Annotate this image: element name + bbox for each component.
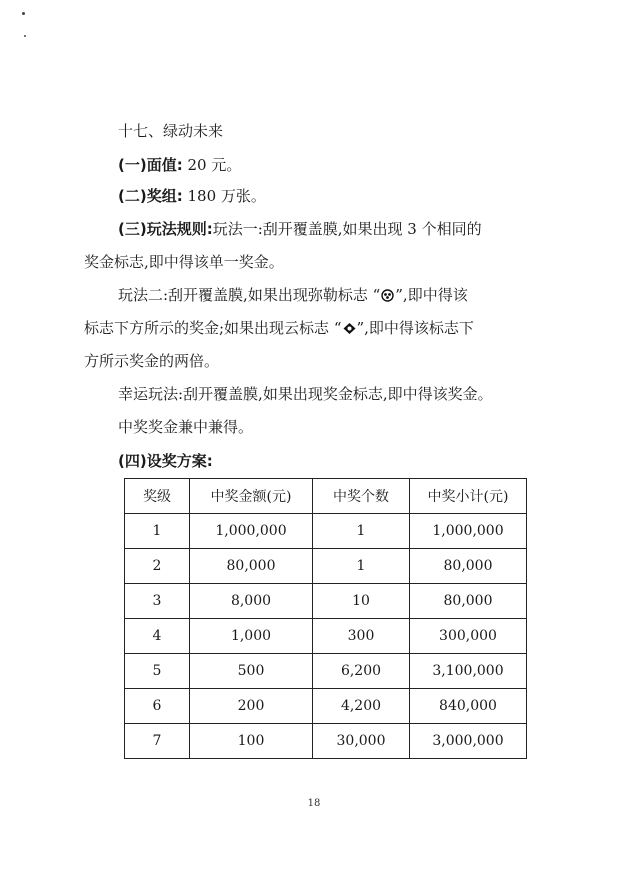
cell-count: 1 — [313, 549, 410, 584]
cell-subtotal: 1,000,000 — [410, 514, 527, 549]
scan-speck — [22, 12, 25, 15]
rules-play1-text: 玩法一:刮开覆盖膜,如果出现 3 个相同的 — [212, 220, 482, 238]
maitreya-symbol-icon — [380, 289, 395, 302]
cell-count: 4,200 — [313, 689, 410, 724]
table-row — [125, 654, 527, 689]
prize-group-label: (二)奖组: — [118, 187, 183, 205]
cell-count: 300 — [313, 619, 410, 654]
prize-plan-heading — [118, 451, 554, 471]
table-row — [125, 724, 527, 759]
rules-line-2: 奖金标志,即中得该单一奖金。 — [84, 253, 284, 271]
cell-amount: 100 — [190, 724, 313, 759]
header-level: 奖级 — [125, 479, 190, 514]
cell-subtotal: 80,000 — [410, 584, 527, 619]
play2-line-3: 方所示奖金的两倍。 — [84, 352, 220, 370]
cell-amount: 8,000 — [190, 584, 313, 619]
play2-line-1 — [118, 285, 554, 305]
play2-line-2 — [84, 318, 554, 338]
cell-count: 10 — [313, 584, 410, 619]
cell-count: 1 — [313, 514, 410, 549]
cell-amount: 1,000 — [190, 619, 313, 654]
header-subtotal: 中奖小计(元) — [410, 479, 527, 514]
cell-subtotal: 840,000 — [410, 689, 527, 724]
prize-table — [124, 478, 527, 759]
play2-text-c: 标志下方所示的奖金;如果出现云标志 “ — [84, 319, 342, 337]
cell-level: 1 — [125, 514, 190, 549]
section-title: 十七、绿动未来 — [118, 122, 224, 140]
prize-group-line — [118, 186, 554, 206]
lucky-play-line: 幸运玩法:刮开覆盖膜,如果出现奖金标志,即中得该奖金。 — [118, 385, 493, 403]
scan-speck — [24, 35, 26, 37]
cell-level: 2 — [125, 549, 190, 584]
face-value-text: 20 元。 — [187, 156, 242, 174]
table-row — [125, 619, 527, 654]
cell-count: 30,000 — [313, 724, 410, 759]
cell-count: 6,200 — [313, 654, 410, 689]
face-value-line — [118, 155, 554, 175]
cell-subtotal: 300,000 — [410, 619, 527, 654]
prize-group-text: 180 万张。 — [187, 187, 266, 205]
cell-amount: 80,000 — [190, 549, 313, 584]
cell-level: 5 — [125, 654, 190, 689]
table-row — [125, 549, 527, 584]
prize-plan-label: (四)设奖方案: — [118, 452, 213, 470]
cell-amount: 200 — [190, 689, 313, 724]
cell-amount: 500 — [190, 654, 313, 689]
cloud-symbol-icon — [342, 322, 357, 335]
page-number: 18 — [307, 798, 321, 809]
combine-line: 中奖奖金兼中兼得。 — [118, 418, 254, 436]
cell-level: 6 — [125, 689, 190, 724]
play2-text-d: ”,即中得该标志下 — [356, 319, 474, 337]
cell-subtotal: 3,100,000 — [410, 654, 527, 689]
header-amount: 中奖金额(元) — [190, 479, 313, 514]
cell-subtotal: 3,000,000 — [410, 724, 527, 759]
rules-line-1 — [118, 219, 554, 239]
table-header-row — [125, 479, 527, 514]
table-row — [125, 514, 527, 549]
play2-text-a: 玩法二:刮开覆盖膜,如果出现弥勒标志 “ — [118, 286, 381, 304]
cell-amount: 1,000,000 — [190, 514, 313, 549]
cell-subtotal: 80,000 — [410, 549, 527, 584]
rules-label: (三)玩法规则: — [118, 220, 213, 238]
header-count: 中奖个数 — [313, 479, 410, 514]
face-value-label: (一)面值: — [118, 156, 183, 174]
table-row — [125, 689, 527, 724]
cell-level: 4 — [125, 619, 190, 654]
cell-level: 7 — [125, 724, 190, 759]
play2-text-b: ”,即中得该 — [395, 286, 468, 304]
cell-level: 3 — [125, 584, 190, 619]
table-row — [125, 584, 527, 619]
